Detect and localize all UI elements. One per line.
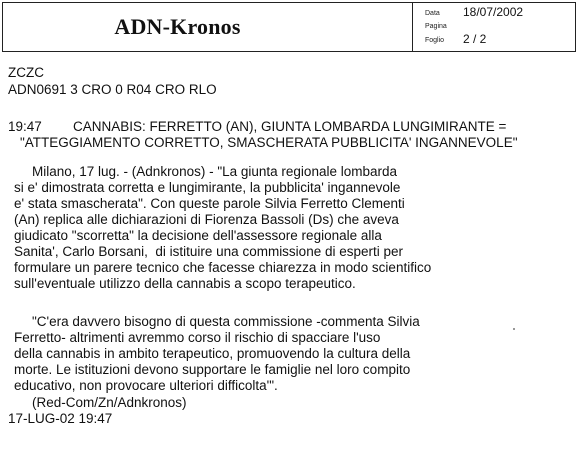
paragraph-2-line: Ferretto- altrimenti avremmo corso il rischio di spacciare l'uso [14,330,381,345]
sheet-label: Foglio [425,37,445,44]
paragraph-2-line: della cannabis in ambito terapeutico, promuovendo la cultura della [14,346,411,361]
paragraph-2-line: "C'era davvero bisogno di questa commissione -commenta Silvia [32,314,420,329]
headline-time: 19:47 [8,119,42,134]
paragraph-1-line: Milano, 17 lug. - (Adnkronos) - "La giunta regionale lombarda [32,164,397,179]
agency-name: ADN-Kronos [114,14,241,39]
paragraph-1-line: giudicato "scorretta" la decisione dell'assessore regionale alla [14,228,382,243]
agency-logo [3,3,413,51]
paragraph-1-line: sull'eventuale utilizzo della cannabis a scopo terapeutico. [14,276,356,291]
wire-routing: ADN0691 3 CRO 0 R04 CRO RLO [8,82,217,97]
wire-code: ZCZC [8,65,44,80]
paragraph-2-line: educativo, non provocare ulteriori difficolta'". [14,378,278,393]
document-meta [415,3,575,51]
paragraph-1-line: si e' dimostrata corretta e lungimirante, la pubblicita' ingannevole [14,180,401,195]
document-header [2,2,576,52]
date-value: 18/07/2002 [463,5,524,19]
paragraph-1-line: formulare un parere tecnico che facesse chiarezza in modo scientifico [14,260,432,275]
paragraph-2-line: morte. Le istituzioni devono supportare le famiglie nel loro compito [14,362,411,377]
page-label: Pagina [425,23,447,30]
paragraph-1-line: (An) replica alle dichiarazioni di Fiorenza Bassoli (Ds) che aveva [14,212,399,227]
headline-line-2: "ATTEGGIAMENTO CORRETTO, SMASCHERATA PUBBLICITA' INGANNEVOLE" [20,135,518,150]
signature: (Red-Com/Zn/Adnkronos) [32,395,187,410]
headline-line-1: CANNABIS: FERRETTO (AN), GIUNTA LOMBARDA LUNGIMIRANTE = [73,119,507,134]
scan-speck [513,328,515,330]
timestamp: 17-LUG-02 19:47 [8,411,113,426]
sheet-value: 2 / 2 [463,32,487,46]
paragraph-1-line: Sanita', Carlo Borsani, di istituire una commissione di esperti per [14,244,404,259]
paragraph-1-line: e' stata smascherata". Con queste parole Silvia Ferretto Clementi [14,196,405,211]
date-label: Data [425,10,440,17]
